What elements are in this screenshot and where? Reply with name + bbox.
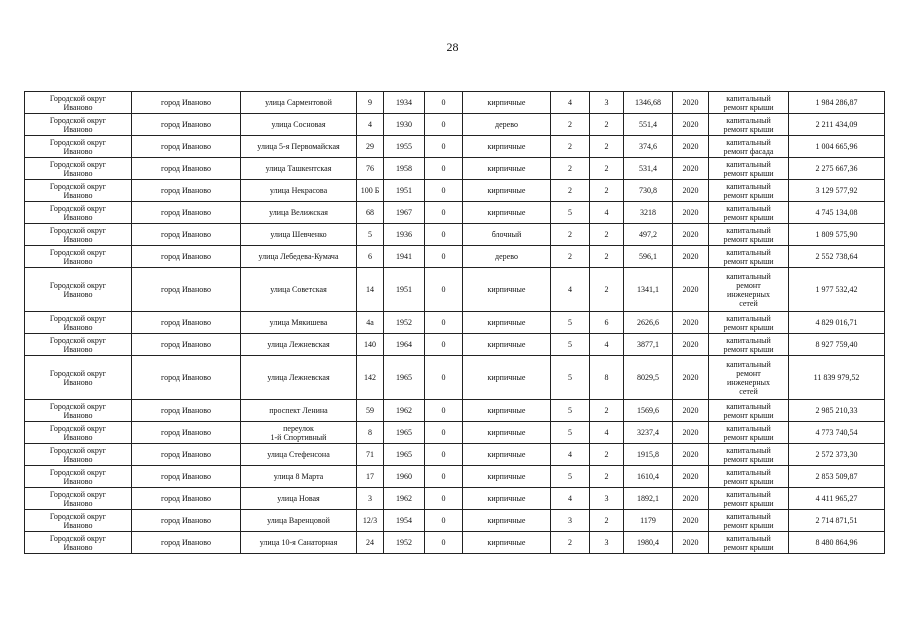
cell-area: 1341,1 bbox=[624, 268, 673, 312]
cell-material: кирпичные bbox=[463, 356, 551, 400]
cell-city: город Иваново bbox=[132, 180, 241, 202]
cell-plan-year: 2020 bbox=[673, 92, 709, 114]
cell-house: 17 bbox=[357, 466, 384, 488]
cell-year: 1934 bbox=[384, 92, 425, 114]
table-row bbox=[25, 268, 885, 312]
cell-plan-year: 2020 bbox=[673, 488, 709, 510]
cell-zero: 0 bbox=[425, 268, 463, 312]
cell-floors: 4 bbox=[551, 268, 590, 312]
cell-house: 24 bbox=[357, 532, 384, 554]
cell-cost: 4 745 134,08 bbox=[789, 202, 885, 224]
cell-cost: 4 829 016,71 bbox=[789, 312, 885, 334]
cell-zero: 0 bbox=[425, 444, 463, 466]
cell-plan-year: 2020 bbox=[673, 246, 709, 268]
cell-city: город Иваново bbox=[132, 92, 241, 114]
cell-district: Городской округ Иваново bbox=[25, 334, 132, 356]
table-row bbox=[25, 400, 885, 422]
cell-area: 531,4 bbox=[624, 158, 673, 180]
cell-district: Городской округ Иваново bbox=[25, 466, 132, 488]
cell-cost: 2 985 210,33 bbox=[789, 400, 885, 422]
cell-plan-year: 2020 bbox=[673, 466, 709, 488]
cell-work: капитальный ремонт крыши bbox=[709, 334, 789, 356]
cell-cost: 1 004 665,96 bbox=[789, 136, 885, 158]
cell-work: капитальный ремонт крыши bbox=[709, 246, 789, 268]
cell-city: город Иваново bbox=[132, 114, 241, 136]
cell-work: капитальный ремонт инженерных сетей bbox=[709, 268, 789, 312]
cell-street: улица 10-я Санаторная bbox=[241, 532, 357, 554]
cell-floors: 2 bbox=[551, 224, 590, 246]
cell-area: 730,8 bbox=[624, 180, 673, 202]
table-row bbox=[25, 510, 885, 532]
cell-plan-year: 2020 bbox=[673, 312, 709, 334]
cell-floors: 5 bbox=[551, 202, 590, 224]
cell-work: капитальный ремонт крыши bbox=[709, 532, 789, 554]
cell-plan-year: 2020 bbox=[673, 510, 709, 532]
cell-plan-year: 2020 bbox=[673, 268, 709, 312]
cell-street: улица Некрасова bbox=[241, 180, 357, 202]
cell-district: Городской округ Иваново bbox=[25, 312, 132, 334]
cell-house: 5 bbox=[357, 224, 384, 246]
cell-entrances: 2 bbox=[590, 444, 624, 466]
cell-material: кирпичные bbox=[463, 92, 551, 114]
cell-street: улица Велижская bbox=[241, 202, 357, 224]
cell-street: улица Лежневская bbox=[241, 334, 357, 356]
cell-city: город Иваново bbox=[132, 202, 241, 224]
cell-floors: 5 bbox=[551, 400, 590, 422]
cell-zero: 0 bbox=[425, 400, 463, 422]
cell-zero: 0 bbox=[425, 356, 463, 400]
cell-floors: 2 bbox=[551, 136, 590, 158]
cell-cost: 4 411 965,27 bbox=[789, 488, 885, 510]
buildings-table bbox=[24, 91, 885, 554]
cell-material: дерево bbox=[463, 246, 551, 268]
cell-work: капитальный ремонт крыши bbox=[709, 400, 789, 422]
cell-year: 1958 bbox=[384, 158, 425, 180]
cell-material: кирпичные bbox=[463, 334, 551, 356]
cell-floors: 4 bbox=[551, 488, 590, 510]
cell-area: 551,4 bbox=[624, 114, 673, 136]
cell-house: 12/3 bbox=[357, 510, 384, 532]
cell-material: блочный bbox=[463, 224, 551, 246]
cell-district: Городской округ Иваново bbox=[25, 92, 132, 114]
cell-material: кирпичные bbox=[463, 202, 551, 224]
cell-entrances: 4 bbox=[590, 334, 624, 356]
cell-work: капитальный ремонт крыши bbox=[709, 312, 789, 334]
cell-cost: 8 927 759,40 bbox=[789, 334, 885, 356]
cell-year: 1936 bbox=[384, 224, 425, 246]
cell-entrances: 2 bbox=[590, 246, 624, 268]
cell-year: 1962 bbox=[384, 488, 425, 510]
table-row bbox=[25, 180, 885, 202]
cell-plan-year: 2020 bbox=[673, 158, 709, 180]
cell-material: кирпичные bbox=[463, 510, 551, 532]
cell-year: 1960 bbox=[384, 466, 425, 488]
cell-entrances: 2 bbox=[590, 510, 624, 532]
cell-area: 1179 bbox=[624, 510, 673, 532]
cell-district: Городской округ Иваново bbox=[25, 400, 132, 422]
cell-area: 596,1 bbox=[624, 246, 673, 268]
cell-entrances: 2 bbox=[590, 268, 624, 312]
cell-material: кирпичные bbox=[463, 488, 551, 510]
cell-floors: 3 bbox=[551, 510, 590, 532]
cell-street: проспект Ленина bbox=[241, 400, 357, 422]
cell-material: кирпичные bbox=[463, 158, 551, 180]
cell-plan-year: 2020 bbox=[673, 444, 709, 466]
cell-floors: 2 bbox=[551, 532, 590, 554]
cell-city: город Иваново bbox=[132, 136, 241, 158]
cell-district: Городской округ Иваново bbox=[25, 114, 132, 136]
cell-cost: 2 211 434,09 bbox=[789, 114, 885, 136]
cell-work: капитальный ремонт крыши bbox=[709, 114, 789, 136]
cell-street: улица Варенцовой bbox=[241, 510, 357, 532]
cell-house: 76 bbox=[357, 158, 384, 180]
cell-entrances: 2 bbox=[590, 136, 624, 158]
cell-entrances: 2 bbox=[590, 158, 624, 180]
cell-zero: 0 bbox=[425, 510, 463, 532]
cell-entrances: 3 bbox=[590, 532, 624, 554]
cell-entrances: 2 bbox=[590, 466, 624, 488]
cell-cost: 1 809 575,90 bbox=[789, 224, 885, 246]
cell-zero: 0 bbox=[425, 136, 463, 158]
cell-entrances: 4 bbox=[590, 422, 624, 444]
cell-material: кирпичные bbox=[463, 444, 551, 466]
cell-zero: 0 bbox=[425, 466, 463, 488]
cell-year: 1930 bbox=[384, 114, 425, 136]
cell-floors: 2 bbox=[551, 246, 590, 268]
cell-district: Городской округ Иваново bbox=[25, 510, 132, 532]
cell-district: Городской округ Иваново bbox=[25, 180, 132, 202]
cell-work: капитальный ремонт крыши bbox=[709, 224, 789, 246]
cell-floors: 5 bbox=[551, 466, 590, 488]
cell-entrances: 2 bbox=[590, 180, 624, 202]
cell-city: город Иваново bbox=[132, 444, 241, 466]
cell-street: улица Сарментовой bbox=[241, 92, 357, 114]
cell-house: 140 bbox=[357, 334, 384, 356]
cell-year: 1965 bbox=[384, 356, 425, 400]
cell-zero: 0 bbox=[425, 92, 463, 114]
cell-zero: 0 bbox=[425, 532, 463, 554]
cell-zero: 0 bbox=[425, 246, 463, 268]
cell-plan-year: 2020 bbox=[673, 334, 709, 356]
table-row bbox=[25, 334, 885, 356]
cell-entrances: 6 bbox=[590, 312, 624, 334]
cell-district: Городской округ Иваново bbox=[25, 422, 132, 444]
cell-house: 29 bbox=[357, 136, 384, 158]
cell-city: город Иваново bbox=[132, 224, 241, 246]
cell-material: кирпичные bbox=[463, 532, 551, 554]
cell-zero: 0 bbox=[425, 114, 463, 136]
cell-plan-year: 2020 bbox=[673, 224, 709, 246]
table-row bbox=[25, 488, 885, 510]
cell-house: 14 bbox=[357, 268, 384, 312]
cell-work: капитальный ремонт крыши bbox=[709, 92, 789, 114]
cell-plan-year: 2020 bbox=[673, 202, 709, 224]
cell-city: город Иваново bbox=[132, 268, 241, 312]
table-row bbox=[25, 466, 885, 488]
cell-year: 1951 bbox=[384, 180, 425, 202]
table-row bbox=[25, 158, 885, 180]
cell-year: 1965 bbox=[384, 422, 425, 444]
cell-street: улица Лежневская bbox=[241, 356, 357, 400]
cell-area: 3877,1 bbox=[624, 334, 673, 356]
cell-floors: 2 bbox=[551, 114, 590, 136]
cell-district: Городской округ Иваново bbox=[25, 444, 132, 466]
cell-street: улица Лебедева-Кумача bbox=[241, 246, 357, 268]
cell-house: 59 bbox=[357, 400, 384, 422]
cell-area: 8029,5 bbox=[624, 356, 673, 400]
cell-floors: 2 bbox=[551, 158, 590, 180]
cell-entrances: 8 bbox=[590, 356, 624, 400]
cell-house: 68 bbox=[357, 202, 384, 224]
cell-plan-year: 2020 bbox=[673, 532, 709, 554]
cell-house: 4а bbox=[357, 312, 384, 334]
cell-area: 1346,68 bbox=[624, 92, 673, 114]
cell-material: кирпичные bbox=[463, 268, 551, 312]
table-row bbox=[25, 422, 885, 444]
cell-cost: 2 552 738,64 bbox=[789, 246, 885, 268]
cell-district: Городской округ Иваново bbox=[25, 136, 132, 158]
table-row bbox=[25, 202, 885, 224]
cell-work: капитальный ремонт крыши bbox=[709, 488, 789, 510]
cell-zero: 0 bbox=[425, 202, 463, 224]
cell-district: Городской округ Иваново bbox=[25, 246, 132, 268]
table-row bbox=[25, 444, 885, 466]
cell-floors: 2 bbox=[551, 180, 590, 202]
cell-street: улица Шевченко bbox=[241, 224, 357, 246]
cell-work: капитальный ремонт крыши bbox=[709, 158, 789, 180]
cell-house: 142 bbox=[357, 356, 384, 400]
cell-city: город Иваново bbox=[132, 466, 241, 488]
cell-district: Городской округ Иваново bbox=[25, 488, 132, 510]
cell-plan-year: 2020 bbox=[673, 400, 709, 422]
cell-floors: 5 bbox=[551, 422, 590, 444]
cell-work: капитальный ремонт крыши bbox=[709, 180, 789, 202]
cell-city: город Иваново bbox=[132, 400, 241, 422]
cell-zero: 0 bbox=[425, 422, 463, 444]
cell-entrances: 4 bbox=[590, 202, 624, 224]
cell-street: улица Мякишева bbox=[241, 312, 357, 334]
cell-material: кирпичные bbox=[463, 466, 551, 488]
cell-floors: 5 bbox=[551, 312, 590, 334]
cell-work: капитальный ремонт крыши bbox=[709, 422, 789, 444]
page-number: 28 bbox=[446, 40, 459, 54]
cell-area: 374,6 bbox=[624, 136, 673, 158]
cell-city: город Иваново bbox=[132, 532, 241, 554]
cell-house: 71 bbox=[357, 444, 384, 466]
cell-street: улица Ташкентская bbox=[241, 158, 357, 180]
cell-cost: 3 129 577,92 bbox=[789, 180, 885, 202]
cell-cost: 1 984 286,87 bbox=[789, 92, 885, 114]
cell-material: дерево bbox=[463, 114, 551, 136]
cell-cost: 8 480 864,96 bbox=[789, 532, 885, 554]
cell-zero: 0 bbox=[425, 224, 463, 246]
cell-street: переулок 1-й Спортивный bbox=[241, 422, 357, 444]
cell-city: город Иваново bbox=[132, 510, 241, 532]
cell-year: 1951 bbox=[384, 268, 425, 312]
cell-floors: 4 bbox=[551, 92, 590, 114]
cell-work: капитальный ремонт крыши bbox=[709, 202, 789, 224]
cell-house: 9 bbox=[357, 92, 384, 114]
cell-street: улица Стефенсона bbox=[241, 444, 357, 466]
cell-street: улица Сосновая bbox=[241, 114, 357, 136]
cell-area: 1892,1 bbox=[624, 488, 673, 510]
cell-year: 1955 bbox=[384, 136, 425, 158]
cell-area: 1980,4 bbox=[624, 532, 673, 554]
table-row bbox=[25, 114, 885, 136]
cell-city: город Иваново bbox=[132, 246, 241, 268]
cell-cost: 1 977 532,42 bbox=[789, 268, 885, 312]
cell-area: 1569,6 bbox=[624, 400, 673, 422]
cell-city: город Иваново bbox=[132, 356, 241, 400]
cell-street: улица Советская bbox=[241, 268, 357, 312]
cell-year: 1941 bbox=[384, 246, 425, 268]
cell-zero: 0 bbox=[425, 312, 463, 334]
cell-plan-year: 2020 bbox=[673, 136, 709, 158]
cell-cost: 2 275 667,36 bbox=[789, 158, 885, 180]
cell-cost: 2 572 373,30 bbox=[789, 444, 885, 466]
cell-year: 1964 bbox=[384, 334, 425, 356]
cell-area: 1610,4 bbox=[624, 466, 673, 488]
cell-district: Городской округ Иваново bbox=[25, 224, 132, 246]
cell-plan-year: 2020 bbox=[673, 180, 709, 202]
cell-house: 100 Б bbox=[357, 180, 384, 202]
cell-material: кирпичные bbox=[463, 136, 551, 158]
table-row bbox=[25, 356, 885, 400]
cell-city: город Иваново bbox=[132, 158, 241, 180]
cell-year: 1967 bbox=[384, 202, 425, 224]
cell-city: город Иваново bbox=[132, 334, 241, 356]
cell-city: город Иваново bbox=[132, 312, 241, 334]
cell-district: Городской округ Иваново bbox=[25, 158, 132, 180]
cell-cost: 2 853 509,87 bbox=[789, 466, 885, 488]
cell-area: 3237,4 bbox=[624, 422, 673, 444]
cell-area: 3218 bbox=[624, 202, 673, 224]
cell-zero: 0 bbox=[425, 180, 463, 202]
cell-year: 1954 bbox=[384, 510, 425, 532]
cell-cost: 2 714 871,51 bbox=[789, 510, 885, 532]
cell-house: 4 bbox=[357, 114, 384, 136]
cell-area: 1915,8 bbox=[624, 444, 673, 466]
cell-zero: 0 bbox=[425, 334, 463, 356]
table-row bbox=[25, 532, 885, 554]
cell-year: 1952 bbox=[384, 532, 425, 554]
cell-work: капитальный ремонт крыши bbox=[709, 466, 789, 488]
cell-floors: 5 bbox=[551, 356, 590, 400]
cell-city: город Иваново bbox=[132, 422, 241, 444]
cell-material: кирпичные bbox=[463, 400, 551, 422]
cell-entrances: 2 bbox=[590, 224, 624, 246]
cell-zero: 0 bbox=[425, 488, 463, 510]
cell-entrances: 3 bbox=[590, 488, 624, 510]
cell-street: улица 8 Марта bbox=[241, 466, 357, 488]
cell-street: улица Новая bbox=[241, 488, 357, 510]
cell-material: кирпичные bbox=[463, 312, 551, 334]
cell-district: Городской округ Иваново bbox=[25, 356, 132, 400]
cell-plan-year: 2020 bbox=[673, 422, 709, 444]
table-row bbox=[25, 246, 885, 268]
cell-year: 1962 bbox=[384, 400, 425, 422]
cell-entrances: 2 bbox=[590, 400, 624, 422]
cell-cost: 11 839 979,52 bbox=[789, 356, 885, 400]
cell-material: кирпичные bbox=[463, 422, 551, 444]
cell-work: капитальный ремонт крыши bbox=[709, 510, 789, 532]
cell-work: капитальный ремонт инженерных сетей bbox=[709, 356, 789, 400]
cell-plan-year: 2020 bbox=[673, 356, 709, 400]
cell-year: 1952 bbox=[384, 312, 425, 334]
cell-work: капитальный ремонт крыши bbox=[709, 444, 789, 466]
cell-work: капитальный ремонт фасада bbox=[709, 136, 789, 158]
cell-area: 497,2 bbox=[624, 224, 673, 246]
cell-area: 2626,6 bbox=[624, 312, 673, 334]
table-row bbox=[25, 136, 885, 158]
cell-cost: 4 773 740,54 bbox=[789, 422, 885, 444]
cell-floors: 5 bbox=[551, 334, 590, 356]
cell-street: улица 5-я Первомайская bbox=[241, 136, 357, 158]
cell-house: 8 bbox=[357, 422, 384, 444]
cell-entrances: 3 bbox=[590, 92, 624, 114]
cell-material: кирпичные bbox=[463, 180, 551, 202]
cell-district: Городской округ Иваново bbox=[25, 202, 132, 224]
cell-entrances: 2 bbox=[590, 114, 624, 136]
cell-zero: 0 bbox=[425, 158, 463, 180]
cell-house: 6 bbox=[357, 246, 384, 268]
cell-year: 1965 bbox=[384, 444, 425, 466]
cell-district: Городской округ Иваново bbox=[25, 532, 132, 554]
cell-district: Городской округ Иваново bbox=[25, 268, 132, 312]
cell-plan-year: 2020 bbox=[673, 114, 709, 136]
table-row bbox=[25, 92, 885, 114]
cell-floors: 4 bbox=[551, 444, 590, 466]
cell-city: город Иваново bbox=[132, 488, 241, 510]
table-row bbox=[25, 312, 885, 334]
table-row bbox=[25, 224, 885, 246]
cell-house: 3 bbox=[357, 488, 384, 510]
